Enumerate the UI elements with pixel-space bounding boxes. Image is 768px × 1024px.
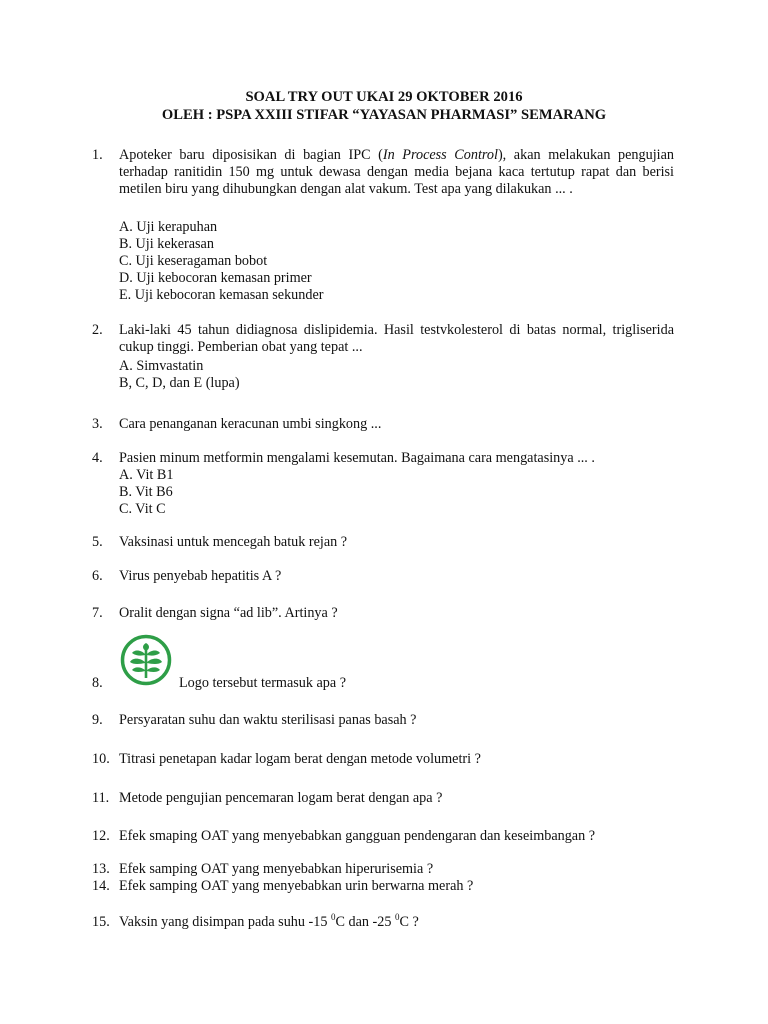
- question-text: Persyaratan suhu dan waktu sterilisasi panas basah ?: [119, 712, 417, 728]
- question-number: 2.: [92, 322, 103, 338]
- document-title: SOAL TRY OUT UKAI 29 OKTOBER 2016: [245, 89, 523, 105]
- question-text: Virus penyebab hepatitis A ?: [119, 568, 282, 584]
- option-b: B. Uji kekerasan: [119, 236, 214, 252]
- question-number: 6.: [92, 568, 103, 584]
- question-number: 13.: [92, 861, 110, 877]
- question-number: 4.: [92, 450, 103, 466]
- option-c: C. Uji keseragaman bobot: [119, 253, 268, 269]
- question-text: Vaksin yang disimpan pada suhu -15 $^0$C dan -25 $^0$C ?: [119, 912, 419, 930]
- question-text: Laki-laki 45 tahun didiagnosa dislipidemia. Hasil testvkolesterol di batas normal, trigliserida cukup tinggi. Pemberian obat yang tepat ...: [119, 322, 674, 355]
- question-number: 1.: [92, 147, 103, 163]
- option-e: E. Uji kebocoran kemasan sekunder: [119, 287, 324, 303]
- option-d: D. Uji kebocoran kemasan primer: [119, 270, 312, 286]
- option-other: B, C, D, dan E (lupa): [119, 375, 240, 391]
- question-options: [119, 358, 674, 392]
- question-text: Vaksinasi untuk mencegah batuk rejan ?: [119, 534, 348, 550]
- question-number: 5.: [92, 534, 103, 550]
- option-a: A. Uji kerapuhan: [119, 219, 218, 235]
- question-number: 7.: [92, 605, 103, 621]
- question-number: 15.: [92, 914, 110, 930]
- option-c: C. Vit C: [119, 501, 166, 517]
- document-subtitle: OLEH : PSPA XXIII STIFAR “YAYASAN PHARMASI” SEMARANG: [161, 107, 607, 123]
- question-number: 3.: [92, 416, 103, 432]
- question-text: Efek smaping OAT yang menyebabkan gangguan pendengaran dan keseimbangan ?: [119, 828, 596, 844]
- question-number: 12.: [92, 828, 110, 844]
- question-text: Apoteker baru diposisikan di bagian IPC (In Process Control), akan melakukan pengujian terhadap ranitidin 150 mg untuk dewasa dengan media bejana kaca tertutup rapat dan berisi metilen biru yang dihubungkan dengan alat vakum. Test apa yang dilakukan ... .: [119, 147, 674, 197]
- question-text: Logo tersebut termasuk apa ?: [179, 675, 347, 691]
- question-text: Cara penanganan keracunan umbi singkong ...: [119, 416, 382, 432]
- question-text: Metode pengujian pencemaran logam berat dengan apa ?: [119, 790, 443, 806]
- option-a: A. Simvastatin: [119, 358, 204, 374]
- question-text: Titrasi penetapan kadar logam berat dengan metode volumetri ?: [119, 751, 481, 767]
- question-options: [119, 219, 674, 304]
- question-text: Pasien minum metformin mengalami kesemutan. Bagaimana cara mengatasinya ... .: [119, 450, 595, 466]
- question-number: 9.: [92, 712, 103, 728]
- question-number: 8.: [92, 675, 103, 691]
- question-text: Efek samping OAT yang menyebabkan hiperurisemia ?: [119, 861, 434, 877]
- question-number: 11.: [92, 790, 110, 806]
- option-a: A. Vit B1: [119, 467, 174, 483]
- question-text: Efek samping OAT yang menyebabkan urin berwarna merah ?: [119, 878, 474, 894]
- question-number: 10.: [92, 751, 110, 767]
- green-leaf-herbal-logo-icon: [120, 634, 172, 686]
- question-text-and-options: [119, 450, 674, 518]
- question-text: Oralit dengan signa “ad lib”. Artinya ?: [119, 605, 338, 621]
- question-number: 14.: [92, 878, 110, 894]
- option-b: B. Vit B6: [119, 484, 173, 500]
